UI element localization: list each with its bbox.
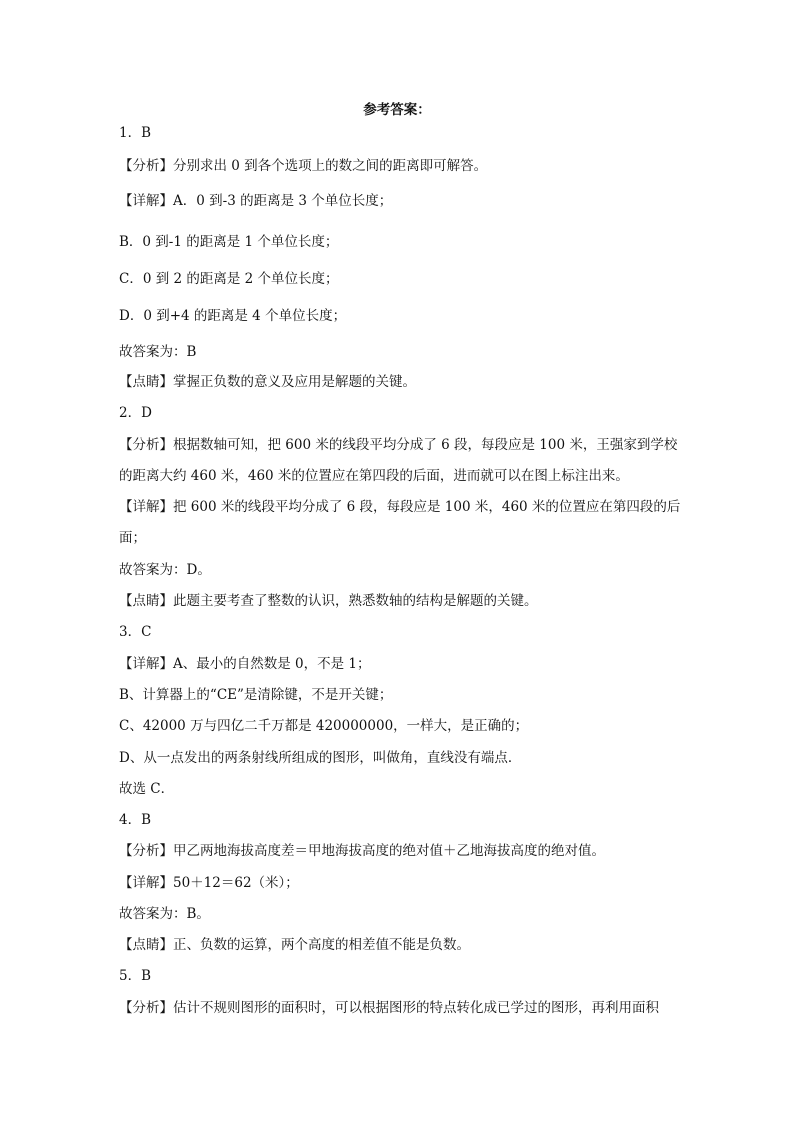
answer-4-analysis: 【分析】甲乙两地海拔高度差＝甲地海拔高度的绝对值＋乙地海拔高度的绝对值。	[119, 843, 605, 859]
answer-1-conclusion: 故答案为：B	[119, 344, 197, 360]
answer-1-number: 1．B	[119, 125, 152, 141]
answer-2-conclusion: 故答案为：D。	[119, 562, 211, 578]
answer-4-comment: 【点睛】正、负数的运算，两个高度的相差值不能是负数。	[119, 937, 470, 953]
answer-1-detail-b: B．0 到-1 的距离是 1 个单位长度；	[119, 234, 339, 250]
answer-4-detail: 【详解】50＋12＝62（米）；	[119, 875, 299, 891]
answer-2-detail-line-1: 【详解】把 600 米的线段平均分成了 6 段，每段应是 100 米，460 米的位置应在第四段的后	[119, 499, 681, 515]
answer-1-detail-c: C．0 到 2 的距离是 2 个单位长度；	[119, 271, 339, 287]
answer-3-conclusion: 故选 C．	[119, 781, 175, 797]
answer-4-conclusion: 故答案为：B。	[119, 906, 210, 922]
answer-5-analysis: 【分析】估计不规则图形的面积时，可以根据图形的特点转化成已学过的图形，再利用面积	[119, 1000, 659, 1016]
answer-1-analysis: 【分析】分别求出 0 到各个选项上的数之间的距离即可解答。	[119, 158, 488, 174]
answer-1-detail-d: D．0 到+4 的距离是 4 个单位长度；	[119, 308, 347, 324]
answer-1-comment: 【点睛】掌握正负数的意义及应用是解题的关键。	[119, 374, 416, 390]
answer-2-comment: 【点睛】此题主要考查了整数的认识，熟悉数轴的结构是解题的关键。	[119, 593, 538, 609]
answer-2-analysis-line-1: 【分析】根据数轴可知，把 600 米的线段平均分成了 6 段，每段应是 100 米，王强家到学校	[119, 437, 678, 453]
answer-3-detail-c: C、42000 万与四亿二千万都是 420000000，一样大，是正确的；	[119, 718, 529, 734]
answer-4-number: 4．B	[119, 812, 152, 828]
answer-3-detail-a: 【详解】A、最小的自然数是 0，不是 1；	[119, 656, 371, 672]
answer-key-title: 参考答案：	[363, 102, 431, 118]
answer-5-number: 5．B	[119, 968, 152, 984]
answer-3-number: 3．C	[119, 624, 152, 640]
answer-1-detail-a: 【详解】A．0 到-3 的距离是 3 个单位长度；	[119, 193, 393, 209]
answer-2-number: 2．D	[119, 405, 152, 421]
answer-2-analysis-line-2: 的距离大约 460 米，460 米的位置应在第四段的后面，进而就可以在图上标注出来。	[119, 468, 629, 484]
answer-3-detail-d: D、从一点发出的两条射线所组成的图形，叫做角，直线没有端点．	[119, 750, 522, 766]
answer-2-detail-line-2: 面；	[119, 530, 146, 546]
answer-3-detail-b: B、计算器上的“CE”是清除键，不是开关键；	[119, 687, 393, 703]
